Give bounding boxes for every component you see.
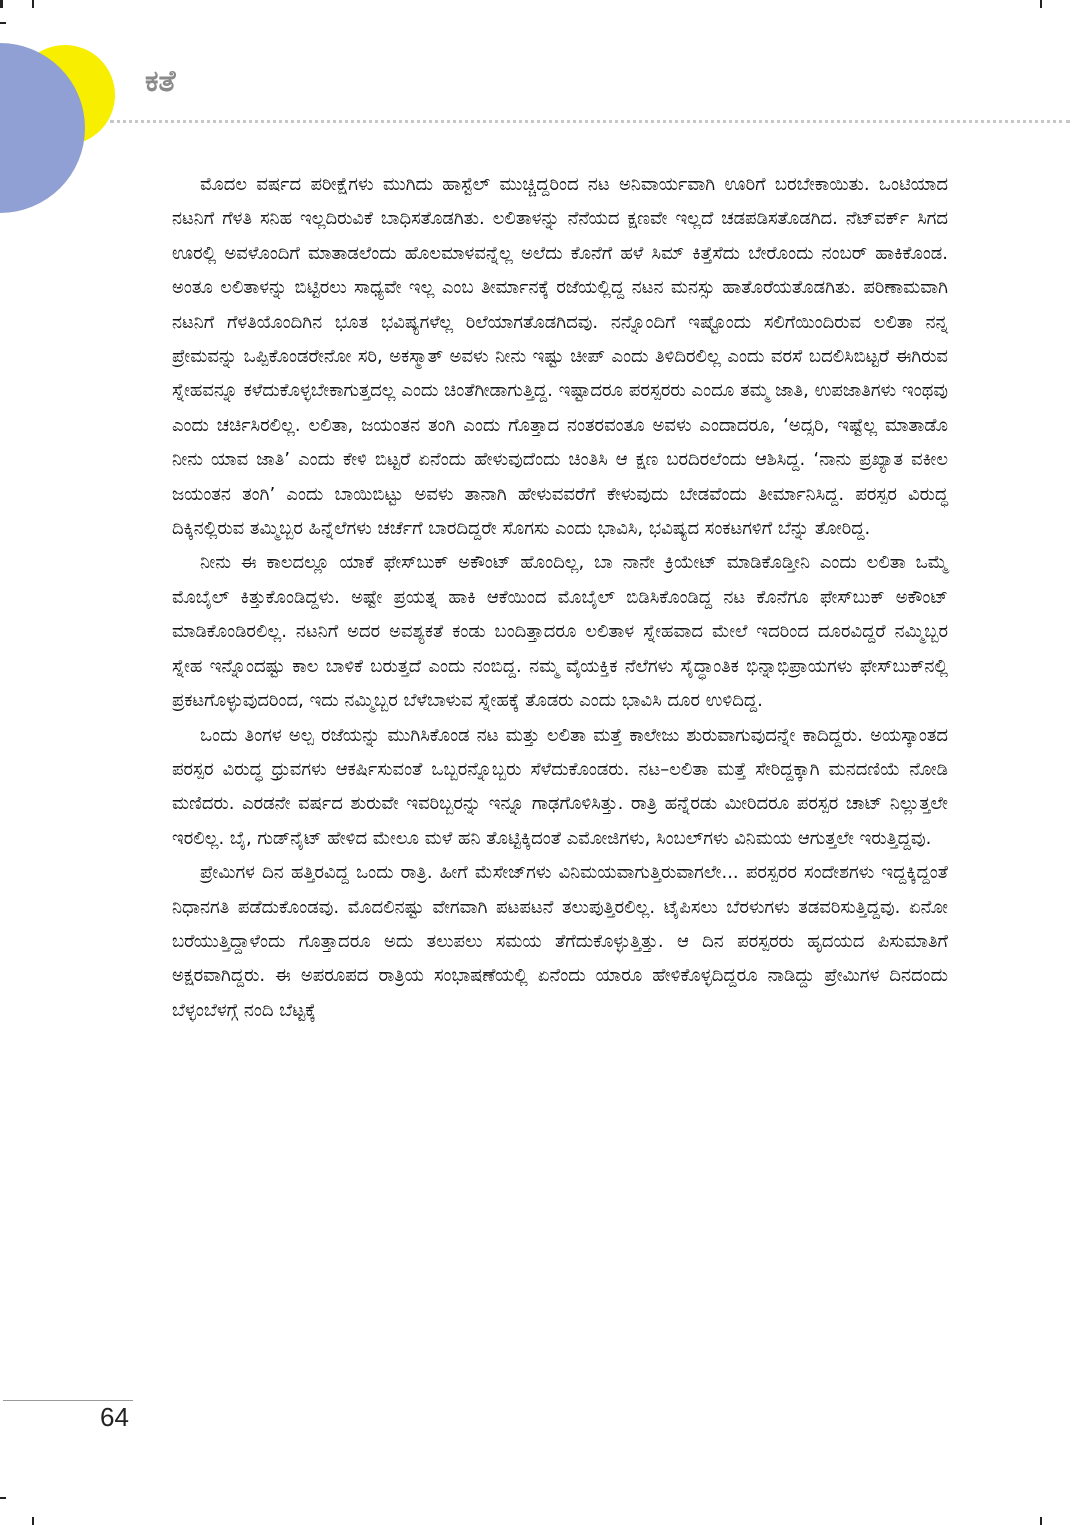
story-body: [172, 168, 948, 1028]
footer-rule: [3, 1400, 133, 1401]
paragraph: ಮೊದಲ ವರ್ಷದ ಪರೀಕ್ಷೆಗಳು ಮುಗಿದು ಹಾಸ್ಟೆಲ್ ಮುಚ್ಚಿದ್ದರಿಂದ ನಟ ಅನಿವಾರ್ಯವಾಗಿ ಊರಿಗೆ ಬರಬೇಕಾಯಿತು. ಒಂಟಿಯಾದ ನಟನಿಗೆ ಗೆಳತಿ ಸನಿಹ ಇಲ್ಲದಿರುವಿಕೆ ಬಾಧಿಸತೊಡಗಿತು. ಲಲಿತಾಳನ್ನು ನೆನೆಯದ ಕ್ಷಣವೇ ಇಲ್ಲದೆ ಚಡಪಡಿಸತೊಡಗಿದ. ನೆಟ್‌ವರ್ಕ್ ಸಿಗದ ಊರಲ್ಲಿ ಅವಳೊಂದಿಗೆ ಮಾತಾಡಲೆಂದು ಹೊಲಮಾಳವನ್ನೆಲ್ಲ ಅಲೆದು ಕೊನೆಗೆ ಹಳೆ ಸಿಮ್ ಕಿತ್ತೆಸೆದು ಬೇರೊಂದು ನಂಬರ್ ಹಾಕಿಕೊಂಡ. ಅಂತೂ ಲಲಿತಾಳನ್ನು ಬಿಟ್ಟಿರಲು ಸಾಧ್ಯವೇ ಇಲ್ಲ ಎಂಬ ತೀರ್ಮಾನಕ್ಕೆ ರಜೆಯಲ್ಲಿದ್ದ ನಟನ ಮನಸ್ಸು ಹಾತೊರೆಯತೊಡಗಿತು. ಪರಿಣಾಮವಾಗಿ ನಟನಿಗೆ ಗೆಳತಿಯೊಂದಿಗಿನ ಭೂತ ಭವಿಷ್ಯಗಳೆಲ್ಲ ರಿಲೆಯಾಗತೊಡಗಿದವು. ನನ್ನೊಂದಿಗೆ ಇಷ್ಟೊಂದು ಸಲಿಗೆಯಿಂದಿರುವ ಲಲಿತಾ ನನ್ನ ಪ್ರೇಮವನ್ನು ಒಪ್ಪಿಕೊಂಡರೇನೋ ಸರಿ, ಅಕಸ್ಮಾತ್ ಅವಳು ನೀನು ಇಷ್ಟು ಚೀಪ್ ಎಂದು ತಿಳಿದಿರಲಿಲ್ಲ ಎಂದು ವರಸೆ ಬದಲಿಸಿಬಿಟ್ಟರೆ ಈಗಿರುವ ಸ್ನೇಹವನ್ನೂ ಕಳೆದುಕೊಳ್ಳಬೇಕಾಗುತ್ತದಲ್ಲ ಎಂದು ಚಿಂತೆಗೀಡಾಗುತ್ತಿದ್ದ. ಇಷ್ಟಾದರೂ ಪರಸ್ಪರರು ಎಂದೂ ತಮ್ಮ ಜಾತಿ, ಉಪಜಾತಿಗಳು ಇಂಥವು ಎಂದು ಚರ್ಚಿಸಿರಲಿಲ್ಲ. ಲಲಿತಾ, ಜಯಂತನ ತಂಗಿ ಎಂದು ಗೊತ್ತಾದ ನಂತರವಂತೂ ಅವಳು ಎಂದಾದರೂ, ‘ಅದ್ಸರಿ, ಇಷ್ಟೆಲ್ಲ ಮಾತಾಡೊ ನೀನು ಯಾವ ಜಾತಿ’ ಎಂದು ಕೇಳಿ ಬಿಟ್ಟರೆ ಏನೆಂದು ಹೇಳುವುದೆಂದು ಚಿಂತಿಸಿ ಆ ಕ್ಷಣ ಬರದಿರಲೆಂದು ಆಶಿಸಿದ್ದ. ‘ನಾನು ಪ್ರಖ್ಯಾತ ವಕೀಲ ಜಯಂತನ ತಂಗಿ’ ಎಂದು ಬಾಯಿಬಿಟ್ಟು ಅವಳು ತಾನಾಗಿ ಹೇಳುವವರೆಗೆ ಕೇಳುವುದು ಬೇಡವೆಂದು ತೀರ್ಮಾನಿಸಿದ್ದ. ಪರಸ್ಪರ ವಿರುದ್ಧ ದಿಕ್ಕಿನಲ್ಲಿರುವ ತಮ್ಮಿಬ್ಬರ ಹಿನ್ನೆಲೆಗಳು ಚರ್ಚೆಗೆ ಬಾರದಿದ್ದರೇ ಸೊಗಸು ಎಂದು ಭಾವಿಸಿ, ಭವಿಷ್ಯದ ಸಂಕಟಗಳಿಗೆ ಬೆನ್ನು ತೋರಿದ್ದ.: [172, 174, 948, 540]
paragraph: ಒಂದು ತಿಂಗಳ ಅಲ್ಪ ರಜೆಯನ್ನು ಮುಗಿಸಿಕೊಂಡ ನಟ ಮತ್ತು ಲಲಿತಾ ಮತ್ತೆ ಕಾಲೇಜು ಶುರುವಾಗುವುದನ್ನೇ ಕಾದಿದ್ದರು. ಅಯಸ್ಕಾಂತದ ಪರಸ್ಪರ ವಿರುದ್ಧ ಧ್ರುವಗಳು ಆಕರ್ಷಿಸುವಂತೆ ಒಬ್ಬರನ್ನೊಬ್ಬರು ಸೆಳೆದುಕೊಂಡರು. ನಟ–ಲಲಿತಾ ಮತ್ತೆ ಸೇರಿದ್ದಕ್ಕಾಗಿ ಮನದಣಿಯೆ ನೋಡಿ ಮಣಿದರು. ಎರಡನೇ ವರ್ಷದ ಶುರುವೇ ಇವರಿಬ್ಬರನ್ನು ಇನ್ನೂ ಗಾಢಗೊಳಿಸಿತ್ತು. ರಾತ್ರಿ ಹನ್ನೆರಡು ಮೀರಿದರೂ ಪರಸ್ಪರ ಚಾಟ್ ನಿಲ್ಲುತ್ತಲೇ ಇರಲಿಲ್ಲ. ಬೈ, ಗುಡ್‌ನೈಟ್ ಹೇಳಿದ ಮೇಲೂ ಮಳೆ ಹನಿ ತೊಟ್ಟಿಕ್ಕಿದಂತೆ ಎಮೋಜಿಗಳು, ಸಿಂಬಲ್‌ಗಳು ವಿನಿಮಯ ಆಗುತ್ತಲೇ ಇರುತ್ತಿದ್ದವು.: [172, 724, 948, 849]
header-decoration: [0, 0, 140, 220]
crop-mark-bottom-center: [32, 1517, 34, 1525]
crop-mark-bottom-left-h: [0, 1497, 6, 1499]
section-title: ಕತೆ: [145, 64, 176, 99]
paragraph: ನೀನು ಈ ಕಾಲದಲ್ಲೂ ಯಾಕೆ ಫೇಸ್‌ಬುಕ್ ಅಕೌಂಟ್ ಹೊಂದಿಲ್ಲ, ಬಾ ನಾನೇ ಕ್ರಿಯೇಟ್ ಮಾಡಿಕೊಡ್ತೀನಿ ಎಂದು ಲಲಿತಾ ಒಮ್ಮೆ ಮೊಬೈಲ್ ಕಿತ್ತುಕೊಂಡಿದ್ದಳು. ಅಷ್ಟೇ ಪ್ರಯತ್ನ ಹಾಕಿ ಆಕೆಯಿಂದ ಮೊಬೈಲ್ ಬಿಡಿಸಿಕೊಂಡಿದ್ದ ನಟ ಕೊನೆಗೂ ಫೇಸ್‌ಬುಕ್ ಅಕೌಂಟ್ ಮಾಡಿಕೊಂಡಿರಲಿಲ್ಲ. ನಟನಿಗೆ ಅದರ ಅವಶ್ಯಕತೆ ಕಂಡು ಬಂದಿತ್ತಾದರೂ ಲಲಿತಾಳ ಸ್ನೇಹವಾದ ಮೇಲೆ ಇದರಿಂದ ದೂರವಿದ್ದರೆ ನಮ್ಮಿಬ್ಬರ ಸ್ನೇಹ ಇನ್ನೊಂದಷ್ಟು ಕಾಲ ಬಾಳಿಕೆ ಬರುತ್ತದೆ ಎಂದು ನಂಬಿದ್ದ. ನಮ್ಮ ವೈಯಕ್ತಿಕ ನೆಲೆಗಳು ಸೈದ್ಧಾಂತಿಕ ಭಿನ್ನಾಭಿಪ್ರಾಯಗಳು ಫೇಸ್‌ಬುಕ್‌ನಲ್ಲಿ ಪ್ರಕಟಗೊಳ್ಳುವುದರಿಂದ, ಇದು ನಮ್ಮಿಬ್ಬರ ಬೆಳೆಬಾಳುವ ಸ್ನೇಹಕ್ಕೆ ತೊಡರು ಎಂದು ಭಾವಿಸಿ ದೂರ ಉಳಿದಿದ್ದ.: [172, 552, 948, 712]
crop-mark-top-right: [1040, 0, 1042, 8]
page-number: 64: [100, 1402, 129, 1432]
paragraph: ಪ್ರೇಮಿಗಳ ದಿನ ಹತ್ತಿರವಿದ್ದ ಒಂದು ರಾತ್ರಿ. ಹೀಗೆ ಮೆಸೇಜ್‌ಗಳು ವಿನಿಮಯವಾಗುತ್ತಿರುವಾಗಲೇ... ಪರಸ್ಪರರ ಸಂದೇಶಗಳು ಇದ್ದಕ್ಕಿದ್ದಂತೆ ನಿಧಾನಗತಿ ಪಡೆದುಕೊಂಡವು. ಮೊದಲಿನಷ್ಟು ವೇಗವಾಗಿ ಪಟಪಟನೆ ತಲುಪುತ್ತಿರಲಿಲ್ಲ. ಟೈಪಿಸಲು ಬೆರಳುಗಳು ತಡವರಿಸುತ್ತಿದ್ದವು. ಏನೋ ಬರೆಯುತ್ತಿದ್ದಾಳೆಂದು ಗೊತ್ತಾದರೂ ಅದು ತಲುಪಲು ಸಮಯ ತೆಗೆದುಕೊಳ್ಳುತ್ತಿತ್ತು. ಆ ದಿನ ಪರಸ್ಪರರು ಹೃದಯದ ಪಿಸುಮಾತಿಗೆ ಅಕ್ಷರವಾಗಿದ್ದರು. ಈ ಅಪರೂಪದ ರಾತ್ರಿಯ ಸಂಭಾಷಣೆಯಲ್ಲಿ ಏನೆಂದು ಯಾರೂ ಹೇಳಿಕೊಳ್ಳದಿದ್ದರೂ ನಾಡಿದ್ದು ಪ್ರೇಮಿಗಳ ದಿನದಂದು ಬೆಳ್ಳಂಬೆಳಗ್ಗೆ ನಂದಿ ಬೆಟ್ಟಕ್ಕೆ: [172, 862, 948, 1021]
crop-mark-bottom-right: [1040, 1517, 1042, 1525]
dotted-rule: [110, 120, 1070, 123]
